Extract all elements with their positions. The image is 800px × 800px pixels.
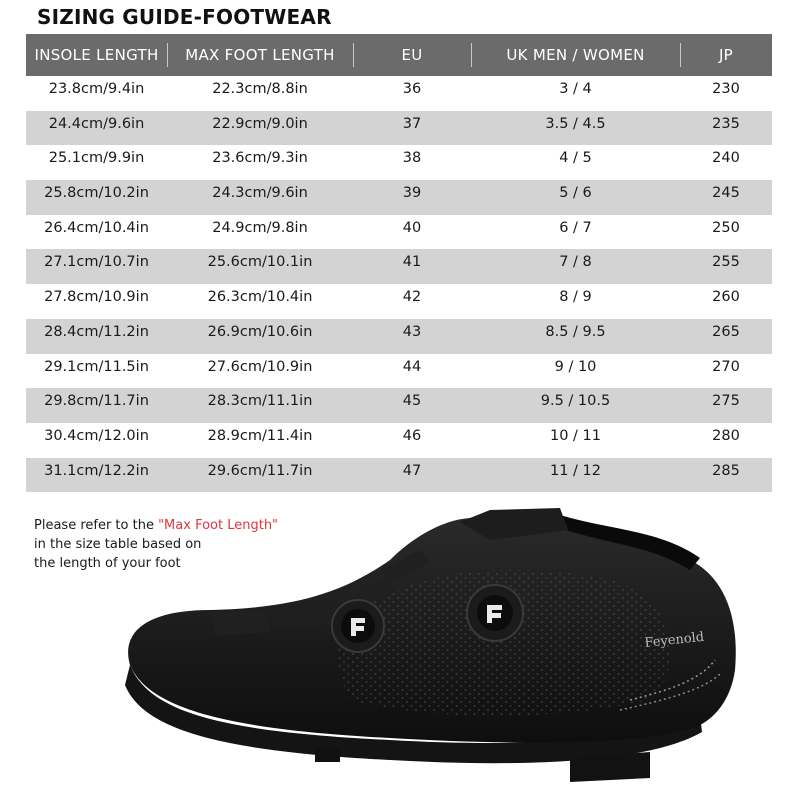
- insole-length-cell: 31.1cm/12.2in: [26, 458, 167, 493]
- eu-size-cell: 39: [353, 180, 471, 215]
- uk-size-cell: 7 / 8: [471, 249, 680, 284]
- jp-size-cell: 230: [680, 76, 772, 111]
- insole-length-cell: 28.4cm/11.2in: [26, 319, 167, 354]
- jp-size-cell: 265: [680, 319, 772, 354]
- note-prefix: Please refer to the: [34, 518, 159, 533]
- insole-length-cell: 30.4cm/12.0in: [26, 423, 167, 458]
- header-jp: JP: [680, 34, 772, 76]
- max-foot-length-cell: 24.3cm/9.6in: [167, 180, 353, 215]
- eu-size-cell: 44: [353, 354, 471, 389]
- table-row: [26, 388, 772, 423]
- jp-size-cell: 260: [680, 284, 772, 319]
- max-foot-length-cell: 26.3cm/10.4in: [167, 284, 353, 319]
- uk-size-cell: 8.5 / 9.5: [471, 319, 680, 354]
- uk-size-cell: 3 / 4: [471, 76, 680, 111]
- uk-size-cell: 6 / 7: [471, 215, 680, 250]
- uk-size-cell: 11 / 12: [471, 458, 680, 493]
- sizing-table: [26, 34, 772, 492]
- shoe-image: [90, 500, 790, 800]
- brand-label: Feyenold: [643, 629, 705, 651]
- jp-size-cell: 245: [680, 180, 772, 215]
- insole-length-cell: 26.4cm/10.4in: [26, 215, 167, 250]
- eu-size-cell: 40: [353, 215, 471, 250]
- jp-size-cell: 285: [680, 458, 772, 493]
- page-title: SIZING GUIDE-FOOTWEAR: [37, 5, 332, 29]
- uk-size-cell: 10 / 11: [471, 423, 680, 458]
- insole-length-cell: 25.1cm/9.9in: [26, 145, 167, 180]
- table-row: [26, 180, 772, 215]
- table-row: [26, 249, 772, 284]
- table-row: [26, 354, 772, 389]
- eu-size-cell: 38: [353, 145, 471, 180]
- eu-size-cell: 36: [353, 76, 471, 111]
- max-foot-length-cell: 24.9cm/9.8in: [167, 215, 353, 250]
- table-header-row: [26, 34, 772, 76]
- insole-length-cell: 27.1cm/10.7in: [26, 249, 167, 284]
- uk-size-cell: 9.5 / 10.5: [471, 388, 680, 423]
- dial-rear-icon: [467, 585, 523, 641]
- max-foot-length-cell: 22.9cm/9.0in: [167, 111, 353, 146]
- table-row: [26, 319, 772, 354]
- note-highlight: "Max Foot Length": [158, 518, 279, 533]
- max-foot-length-cell: 22.3cm/8.8in: [167, 76, 353, 111]
- uk-size-cell: 9 / 10: [471, 354, 680, 389]
- max-foot-length-cell: 29.6cm/11.7in: [167, 458, 353, 493]
- jp-size-cell: 280: [680, 423, 772, 458]
- insole-length-cell: 27.8cm/10.9in: [26, 284, 167, 319]
- table-row: [26, 76, 772, 111]
- table-row: [26, 145, 772, 180]
- eu-size-cell: 47: [353, 458, 471, 493]
- jp-size-cell: 270: [680, 354, 772, 389]
- eu-size-cell: 46: [353, 423, 471, 458]
- table-row: [26, 284, 772, 319]
- eu-size-cell: 45: [353, 388, 471, 423]
- jp-size-cell: 255: [680, 249, 772, 284]
- table-row: [26, 111, 772, 146]
- eu-size-cell: 41: [353, 249, 471, 284]
- max-foot-length-cell: 27.6cm/10.9in: [167, 354, 353, 389]
- insole-length-cell: 23.8cm/9.4in: [26, 76, 167, 111]
- insole-length-cell: 25.8cm/10.2in: [26, 180, 167, 215]
- insole-length-cell: 24.4cm/9.6in: [26, 111, 167, 146]
- note-line-3: the length of your foot: [34, 556, 181, 571]
- eu-size-cell: 37: [353, 111, 471, 146]
- insole-length-cell: 29.1cm/11.5in: [26, 354, 167, 389]
- jp-size-cell: 235: [680, 111, 772, 146]
- uk-size-cell: 4 / 5: [471, 145, 680, 180]
- header-uk: UK MEN / WOMEN: [471, 34, 680, 76]
- max-foot-length-cell: 23.6cm/9.3in: [167, 145, 353, 180]
- max-foot-length-cell: 26.9cm/10.6in: [167, 319, 353, 354]
- uk-size-cell: 8 / 9: [471, 284, 680, 319]
- eu-size-cell: 42: [353, 284, 471, 319]
- dial-front-icon: [332, 600, 384, 652]
- max-foot-length-cell: 28.9cm/11.4in: [167, 423, 353, 458]
- max-foot-length-cell: 28.3cm/11.1in: [167, 388, 353, 423]
- jp-size-cell: 275: [680, 388, 772, 423]
- insole-length-cell: 29.8cm/11.7in: [26, 388, 167, 423]
- jp-size-cell: 250: [680, 215, 772, 250]
- eu-size-cell: 43: [353, 319, 471, 354]
- max-foot-length-cell: 25.6cm/10.1in: [167, 249, 353, 284]
- header-eu: EU: [353, 34, 471, 76]
- table-row: [26, 215, 772, 250]
- table-row: [26, 458, 772, 493]
- note-line-2: in the size table based on: [34, 537, 202, 552]
- jp-size-cell: 240: [680, 145, 772, 180]
- header-insole-length: INSOLE LENGTH: [26, 34, 167, 76]
- uk-size-cell: 5 / 6: [471, 180, 680, 215]
- table-row: [26, 423, 772, 458]
- header-max-foot-length: MAX FOOT LENGTH: [167, 34, 353, 76]
- uk-size-cell: 3.5 / 4.5: [471, 111, 680, 146]
